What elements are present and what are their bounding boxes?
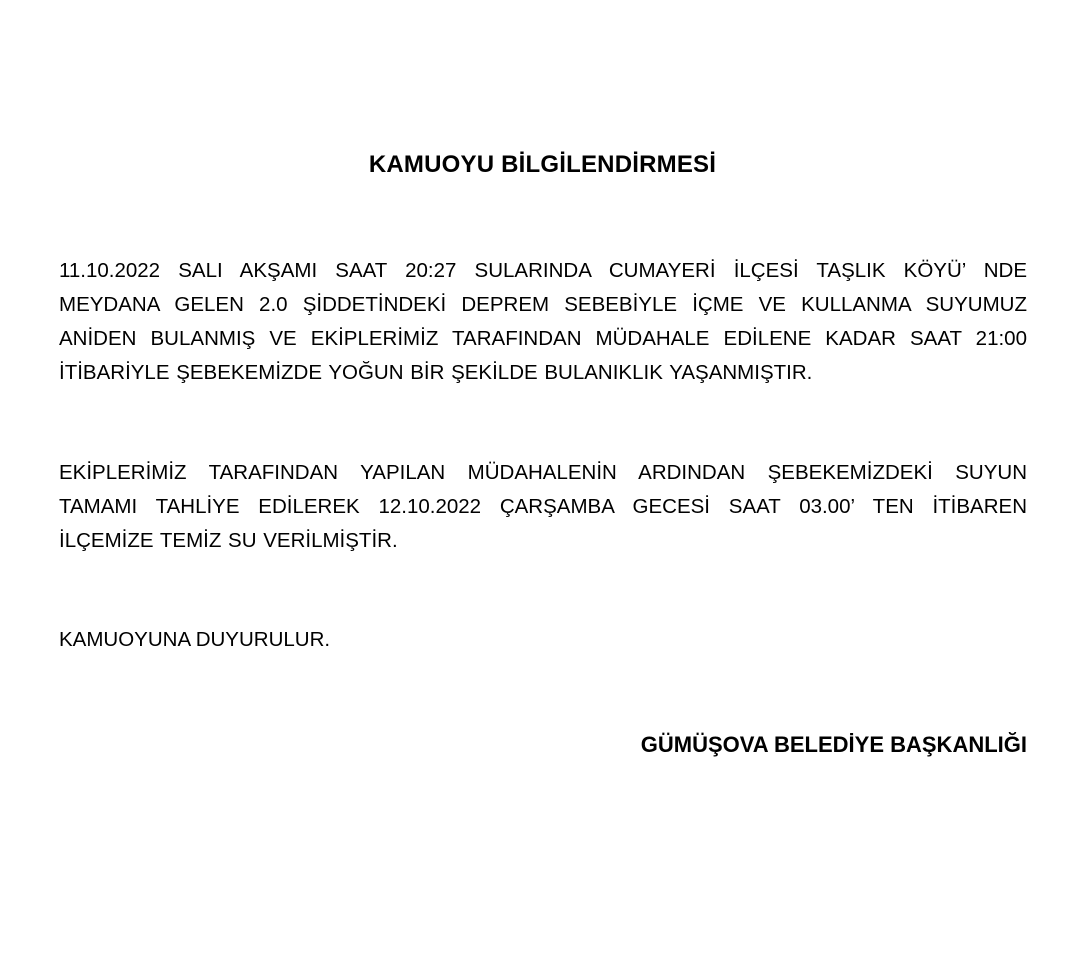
paragraph-incident bbox=[59, 254, 1027, 390]
paragraph-line: MEYDANA GELEN 2.0 ŞİDDETİNDEKİ DEPREM SEBEBİYLE İÇME VE KULLANMA SUYUMUZ bbox=[59, 293, 1027, 316]
paragraph-line: 11.10.2022 SALI AKŞAMI SAAT 20:27 SULARINDA CUMAYERİ İLÇESİ TAŞLIK KÖYÜ’ NDE bbox=[59, 259, 1027, 282]
paragraph-line: İTİBARİYLE ŞEBEKEMİZDE YOĞUN BİR ŞEKİLDE BULANIKLIK YAŞANMIŞTIR. bbox=[59, 361, 813, 384]
paragraph-resolution bbox=[59, 456, 1027, 558]
closing-statement: KAMUOYUNA DUYURULUR. bbox=[59, 628, 331, 651]
document-title: KAMUOYU BİLGİLENDİRMESİ bbox=[368, 151, 717, 178]
paragraph-line: ANİDEN BULANMIŞ VE EKİPLERİMİZ TARAFINDAN MÜDAHALE EDİLENE KADAR SAAT 21:00 bbox=[59, 327, 1027, 350]
paragraph-line: EKİPLERİMİZ TARAFINDAN YAPILAN MÜDAHALENİN ARDINDAN ŞEBEKEMİZDEKİ SUYUN bbox=[59, 461, 1027, 484]
paragraph-line: İLÇEMİZE TEMİZ SU VERİLMİŞTİR. bbox=[59, 529, 398, 552]
paragraph-line: TAMAMI TAHLİYE EDİLEREK 12.10.2022 ÇARŞAMBA GECESİ SAAT 03.00’ TEN İTİBAREN bbox=[59, 495, 1027, 518]
signature-authority: GÜMÜŞOVA BELEDİYE BAŞKANLIĞI bbox=[640, 732, 1027, 757]
